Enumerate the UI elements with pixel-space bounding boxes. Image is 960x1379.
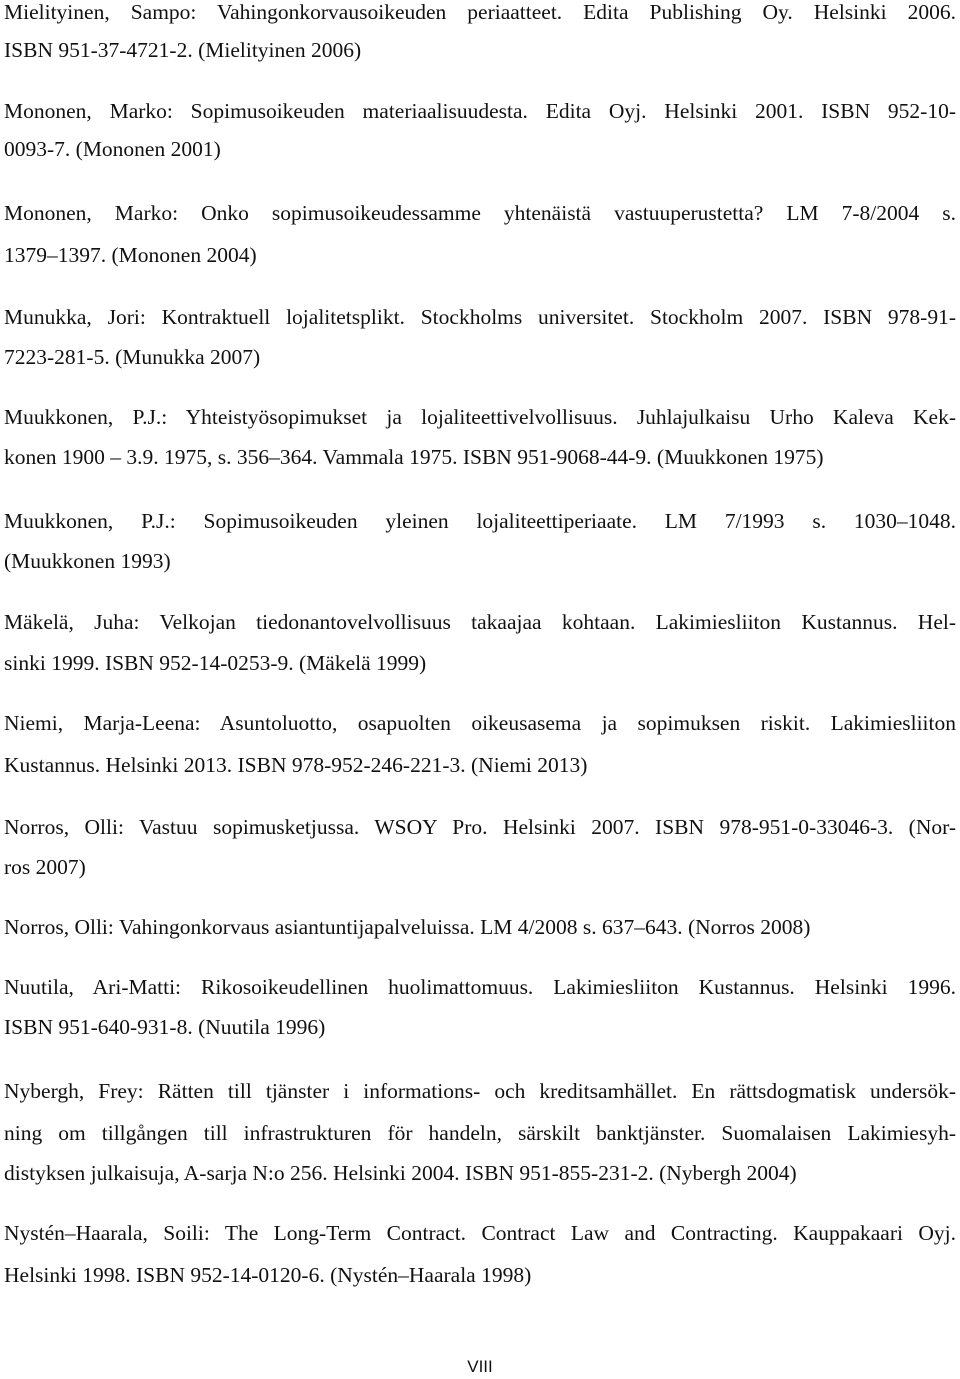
reference-line: 0093-7. (Mononen 2001)	[4, 137, 221, 161]
reference-line: ning om tillgången till infrastrukturen för handeln, särskilt banktjänster. Suomalaisen Lakimiesyh-	[4, 1121, 956, 1145]
reference-line: Mäkelä, Juha: Velkojan tiedonantovelvollisuus takaajaa kohtaan. Lakimiesliiton Kustannus. Hel-	[4, 610, 956, 634]
reference-line: Nuutila, Ari-Matti: Rikosoikeudellinen huolimattomuus. Lakimiesliiton Kustannus. Helsinki 1996.	[4, 975, 956, 999]
reference-line: 1379–1397. (Mononen 2004)	[4, 243, 257, 267]
reference-line: (Muukkonen 1993)	[4, 549, 171, 573]
reference-line: Nybergh, Frey: Rätten till tjänster i informations- och kreditsamhället. En rättsdogmatisk undersök-	[4, 1079, 956, 1103]
reference-line: Kustannus. Helsinki 2013. ISBN 978-952-246-221-3. (Niemi 2013)	[4, 753, 588, 777]
page-number: VIII	[467, 1357, 493, 1376]
reference-line: Mononen, Marko: Sopimusoikeuden materiaalisuudesta. Edita Oyj. Helsinki 2001. ISBN 952-10-	[4, 99, 956, 123]
reference-line: Nystén–Haarala, Soili: The Long-Term Contract. Contract Law and Contracting. Kauppakaari Oyj.	[4, 1221, 956, 1245]
reference-line: Niemi, Marja-Leena: Asuntoluotto, osapuolten oikeusasema ja sopimuksen riskit. Lakimiesliiton	[4, 711, 956, 735]
reference-line: ISBN 951-640-931-8. (Nuutila 1996)	[4, 1015, 326, 1039]
reference-line: Munukka, Jori: Kontraktuell lojalitetsplikt. Stockholms universitet. Stockholm 2007. ISBN 978-91-	[4, 305, 956, 329]
reference-line: ros 2007)	[4, 855, 86, 879]
reference-line: Norros, Olli: Vahingonkorvaus asiantuntijapalveluissa. LM 4/2008 s. 637–643. (Norros 2008)	[4, 915, 811, 939]
reference-line: Helsinki 1998. ISBN 952-14-0120-6. (Nystén–Haarala 1998)	[4, 1263, 532, 1287]
reference-line: Mielityinen, Sampo: Vahingonkorvausoikeuden periaatteet. Edita Publishing Oy. Helsinki 2006.	[4, 0, 956, 24]
reference-line: Norros, Olli: Vastuu sopimusketjussa. WSOY Pro. Helsinki 2007. ISBN 978-951-0-33046-3. (Nor-	[4, 815, 956, 839]
reference-line: Muukkonen, P.J.: Yhteistyösopimukset ja lojaliteettivelvollisuus. Juhlajulkaisu Urho Kaleva Kek-	[4, 405, 956, 429]
reference-line: konen 1900 – 3.9. 1975, s. 356–364. Vammala 1975. ISBN 951-9068-44-9. (Muukkonen 1975)	[4, 445, 824, 469]
reference-line: 7223-281-5. (Munukka 2007)	[4, 345, 261, 369]
reference-line: ISBN 951-37-4721-2. (Mielityinen 2006)	[4, 38, 362, 62]
reference-line: distyksen julkaisuja, A-sarja N:o 256. Helsinki 2004. ISBN 951-855-231-2. (Nybergh 2004)	[4, 1161, 797, 1185]
reference-line: Muukkonen, P.J.: Sopimusoikeuden yleinen lojaliteettiperiaate. LM 7/1993 s. 1030–1048.	[4, 509, 956, 533]
reference-line: Mononen, Marko: Onko sopimusoikeudessamme yhtenäistä vastuuperustetta? LM 7-8/2004 s.	[4, 201, 956, 225]
reference-line: sinki 1999. ISBN 952-14-0253-9. (Mäkelä 1999)	[4, 651, 427, 675]
